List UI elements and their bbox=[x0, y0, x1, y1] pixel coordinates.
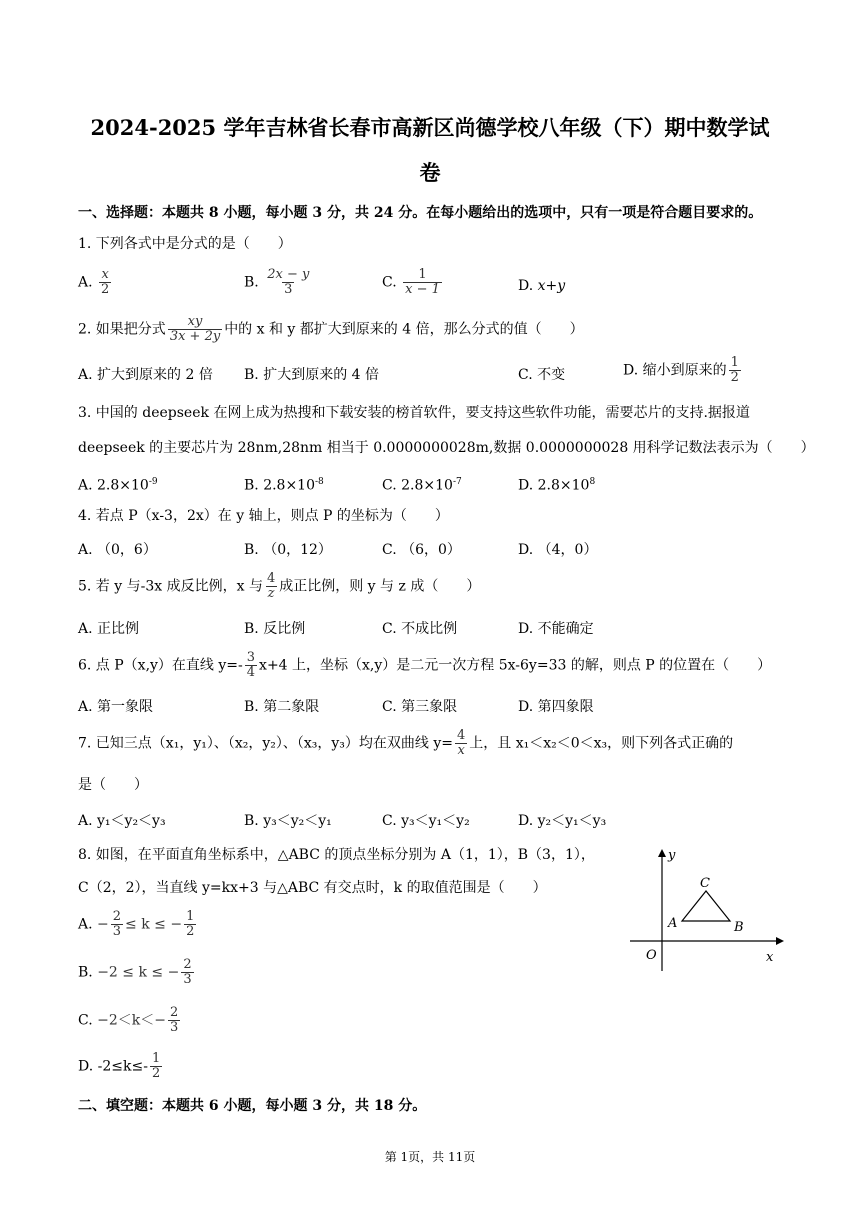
q7-option-c: C. y₃＜y₁＜y₂ bbox=[382, 813, 470, 829]
q8-stem-line2: C（2，2），当直线 y=kx+3 与△ABC 有交点时，k 的取值范围是（ ） bbox=[78, 880, 547, 896]
q1-option-b: B. $\frac{2x - y}{3}$ bbox=[244, 267, 310, 297]
q7-stem-line2: 是（ ） bbox=[78, 777, 148, 793]
q1-option-a: A. $\frac{x}{2}$ bbox=[78, 267, 110, 297]
q4-stem: 4. 若点 P（x-3，2x）在 y 轴上，则点 P 的坐标为（ ） bbox=[78, 508, 449, 524]
q6-stem: 6. 点 P（x,y）在直线 y=- $\frac{3}{4}$ x+4 上，坐标（x,y）是二元一次方程 5x-6y=33 的解，则点 P 的位置在（ ） bbox=[78, 650, 772, 680]
q2-fraction: $\frac{xy}{3x + 2y}$ bbox=[169, 314, 221, 344]
q3-stem-line2: deepseek 的主要芯片为 28nm,28nm 相当于 0.0000000028m,数据 0.0000000028 用科学记数法表示为（ ） bbox=[78, 440, 815, 456]
q4-option-d: D. （4，0） bbox=[518, 542, 598, 558]
q8-coordinate-figure bbox=[626, 845, 786, 975]
q3-stem-line1: 3. 中国的 deepseek 在网上成为热搜和下载安装的榜首软件，要支持这些软件功能，需要芯片的支持.据报道 bbox=[78, 405, 750, 421]
q3-option-c: C. $2.8\times 10^{-7}$ bbox=[382, 477, 462, 494]
point-a-label: A bbox=[668, 916, 678, 931]
q8-a-frac2: $\frac{1}{2}$ bbox=[186, 909, 195, 939]
q2-option-b: B. 扩大到原来的 4 倍 bbox=[244, 367, 379, 383]
q1-c-fraction: $\frac{1}{x - 1}$ bbox=[405, 267, 440, 297]
q8-option-a: A. − $\frac{2}{3}$ ≤ k ≤ − $\frac{1}{2}$ bbox=[78, 909, 195, 939]
q6-option-c: C. 第三象限 bbox=[382, 699, 458, 715]
q3-option-d: D. $2.8\times 10^8$ bbox=[518, 477, 596, 494]
q2-option-d: D. 缩小到原来的 $\frac{1}{2}$ bbox=[623, 355, 739, 385]
q5-option-d: D. 不能确定 bbox=[518, 621, 594, 637]
q1-stem: 1. 下列各式中是分式的是（ ） bbox=[78, 236, 292, 252]
q1-option-c: C. $\frac{1}{x - 1}$ bbox=[382, 267, 440, 297]
q1-option-d: D. x+y bbox=[518, 278, 566, 294]
x-axis-label: x bbox=[766, 950, 774, 965]
q2-option-c: C. 不变 bbox=[518, 367, 566, 383]
q8-stem-line1: 8. 如图，在平面直角坐标系中，△ABC 的顶点坐标分别为 A（1，1），B（3，1）， bbox=[78, 847, 595, 863]
point-b-label: B bbox=[734, 920, 744, 935]
q7-option-d: D. y₂＜y₁＜y₃ bbox=[518, 813, 607, 829]
q5-option-b: B. 反比例 bbox=[244, 621, 306, 637]
q7-option-a: A. y₁＜y₂＜y₃ bbox=[78, 813, 166, 829]
point-c-label: C bbox=[700, 876, 710, 891]
q8-d-frac: $\frac{1}{2}$ bbox=[151, 1051, 161, 1081]
q2-option-a: A. 扩大到原来的 2 倍 bbox=[78, 367, 213, 383]
page-footer: 第 1页，共 11页 bbox=[384, 1150, 476, 1164]
exam-title-line2: 卷 bbox=[419, 160, 441, 185]
q3-option-b: B. $2.8\times 10^{-8}$ bbox=[244, 477, 324, 494]
q1-b-fraction: $\frac{2x - y}{3}$ bbox=[267, 267, 310, 297]
q6-option-b: B. 第二象限 bbox=[244, 699, 320, 715]
q6-option-d: D. 第四象限 bbox=[518, 699, 594, 715]
q8-option-b: B. −2 ≤ k ≤ − $\frac{2}{3}$ bbox=[78, 957, 192, 987]
y-axis-label: y bbox=[668, 848, 676, 863]
q8-option-c: C. −2＜k＜− $\frac{2}{3}$ bbox=[78, 1005, 179, 1035]
q5-option-c: C. 不成比例 bbox=[382, 621, 458, 637]
q6-option-a: A. 第一象限 bbox=[78, 699, 154, 715]
q8-a-frac1: $\frac{2}{3}$ bbox=[112, 909, 122, 939]
q7-fraction: $\frac{4}{x}$ bbox=[456, 728, 466, 758]
q5-option-a: A. 正比例 bbox=[78, 621, 140, 637]
q5-stem: 5. 若 y 与-3x 成反比例，x 与 $\frac{4}{z}$ 成正比例，则 y 与 z 成（ ） bbox=[78, 571, 481, 601]
q7-stem: 7. 已知三点（x₁，y₁）、（x₂，y₂）、（x₃，y₃）均在双曲线 y= $\frac{4}{x}$ 上，且 x₁＜x₂＜0＜x₃，则下列各式正确的 bbox=[78, 728, 734, 758]
q7-option-b: B. y₃＜y₂＜y₁ bbox=[244, 813, 332, 829]
section-choice-heading: 一、选择题：本题共 8 小题，每小题 3 分，共 24 分。在每小题给出的选项中，只有一项是符合题目要求的。 bbox=[78, 205, 763, 221]
q5-fraction: $\frac{4}{z}$ bbox=[266, 571, 276, 601]
x-axis-arrow-icon bbox=[776, 937, 784, 945]
q4-option-a: A. （0，6） bbox=[78, 542, 157, 558]
q8-b-frac: $\frac{2}{3}$ bbox=[183, 957, 192, 987]
origin-label: O bbox=[646, 948, 657, 963]
q4-option-b: B. （0，12） bbox=[244, 542, 332, 558]
q3-option-a: A. $2.8\times 10^{-9}$ bbox=[78, 477, 158, 494]
section-fill-heading: 二、填空题：本题共 6 小题，每小题 3 分，共 18 分。 bbox=[78, 1098, 427, 1114]
q6-fraction: $\frac{3}{4}$ bbox=[246, 650, 256, 680]
exam-title-line1: 2024-2025 学年吉林省长春市高新区尚德学校八年级（下）期中数学试 bbox=[90, 115, 770, 140]
q2-d-fraction: $\frac{1}{2}$ bbox=[730, 355, 739, 385]
q8-option-d: D. -2≤k≤- $\frac{1}{2}$ bbox=[78, 1051, 161, 1081]
triangle-abc bbox=[682, 891, 730, 921]
q8-c-frac: $\frac{2}{3}$ bbox=[169, 1005, 179, 1035]
q2-stem: 2. 如果把分式 $\frac{xy}{3x + 2y}$ 中的 x 和 y 都扩大到原来的 4 倍，那么分式的值（ ） bbox=[78, 314, 584, 344]
q1-a-fraction: $\frac{x}{2}$ bbox=[101, 267, 110, 297]
y-axis-arrow-icon bbox=[658, 849, 666, 857]
q4-option-c: C. （6，0） bbox=[382, 542, 461, 558]
